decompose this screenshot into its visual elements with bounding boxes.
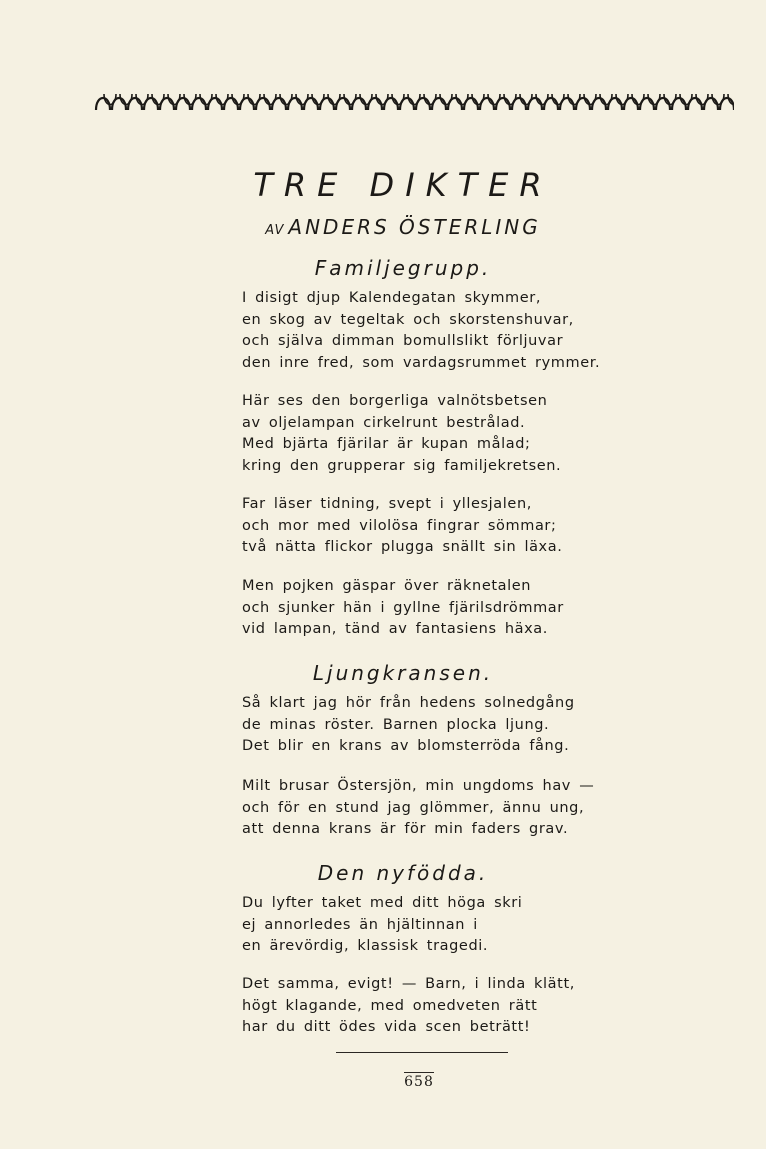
stanza <box>242 693 575 758</box>
stanza <box>242 494 562 559</box>
stanza <box>242 391 561 477</box>
poem-line: Det blir en krans av blomsterröda fång. <box>242 738 570 754</box>
poem-line: Du lyfter taket med ditt höga skri <box>242 895 523 911</box>
divider <box>336 1052 508 1053</box>
section-title-den-nyfodda: Den nyfödda. <box>317 861 489 885</box>
poem-line: Milt brusar Östersjön, min ungdoms hav — <box>242 778 595 794</box>
poem-line: en ärevördig, klassisk tragedi. <box>242 938 489 954</box>
page-number <box>0 1074 766 1090</box>
poem-line: av oljelampan cirkelrunt bestrålad. <box>242 414 526 431</box>
stanza <box>242 974 575 1039</box>
section-title-ljungkransen: Ljungkransen. <box>312 661 494 685</box>
byline <box>0 215 766 239</box>
poem-line: den inre fred, som vardagsrummet rymmer. <box>242 354 601 371</box>
page-title: TRE DIKTER <box>253 166 553 204</box>
decorative-border-ornament <box>94 88 734 116</box>
stanza <box>242 576 564 641</box>
poem-line: Far läser tidning, svept i yllesjalen, <box>242 496 532 512</box>
poem-line: Med bjärta fjärilar är kupan målad; <box>242 436 531 452</box>
stanza <box>242 893 522 958</box>
poem-line: I disigt djup Kalendegatan skymmer, <box>242 290 542 306</box>
poem-line: ej annorledes än hjältinnan i <box>242 916 478 933</box>
poem-line: de minas röster. Barnen plocka ljung. <box>242 716 550 733</box>
stanza <box>242 776 594 841</box>
poem-line: och själva dimman bomullslikt förljuvar <box>242 333 564 349</box>
poem-line: och för en stund jag glömmer, ännu ung, <box>242 799 585 816</box>
byline-prefix: AV <box>265 223 285 238</box>
poem-line: en skog av tegeltak och skorstenshuvar, <box>242 311 574 328</box>
section-title-familjegrupp: Familjegrupp. <box>314 256 492 280</box>
poem-line: Här ses den borgerliga valnötsbetsen <box>242 393 548 409</box>
poem-line: två nätta flickor plugga snällt sin läxa. <box>242 539 563 555</box>
stanza <box>242 288 600 374</box>
poem-line: har du ditt ödes vida scen beträtt! <box>242 1019 531 1035</box>
poem-line: Men pojken gäspar över räknetalen <box>242 578 532 594</box>
ornament-pattern-icon <box>94 88 734 116</box>
poem-line: kring den grupperar sig familjekretsen. <box>242 457 562 474</box>
poem-line: Det samma, evigt! — Barn, i linda klätt, <box>242 976 575 992</box>
poem-line: vid lampan, tänd av fantasiens häxa. <box>242 621 548 637</box>
poem-line: Så klart jag hör från hedens solnedgång <box>242 695 575 711</box>
poem-line: och sjunker hän i gyllne fjärilsdrömmar <box>242 599 564 616</box>
poem-line: högt klagande, med omedveten rätt <box>242 997 538 1014</box>
poem-line: att denna krans är för min faders grav. <box>242 821 569 837</box>
poem-line: och mor med vilolösa fingrar sömmar; <box>242 517 557 534</box>
page-number-value: 658 <box>404 1074 434 1090</box>
byline-author: ANDERS ÖSTERLING <box>288 215 541 239</box>
